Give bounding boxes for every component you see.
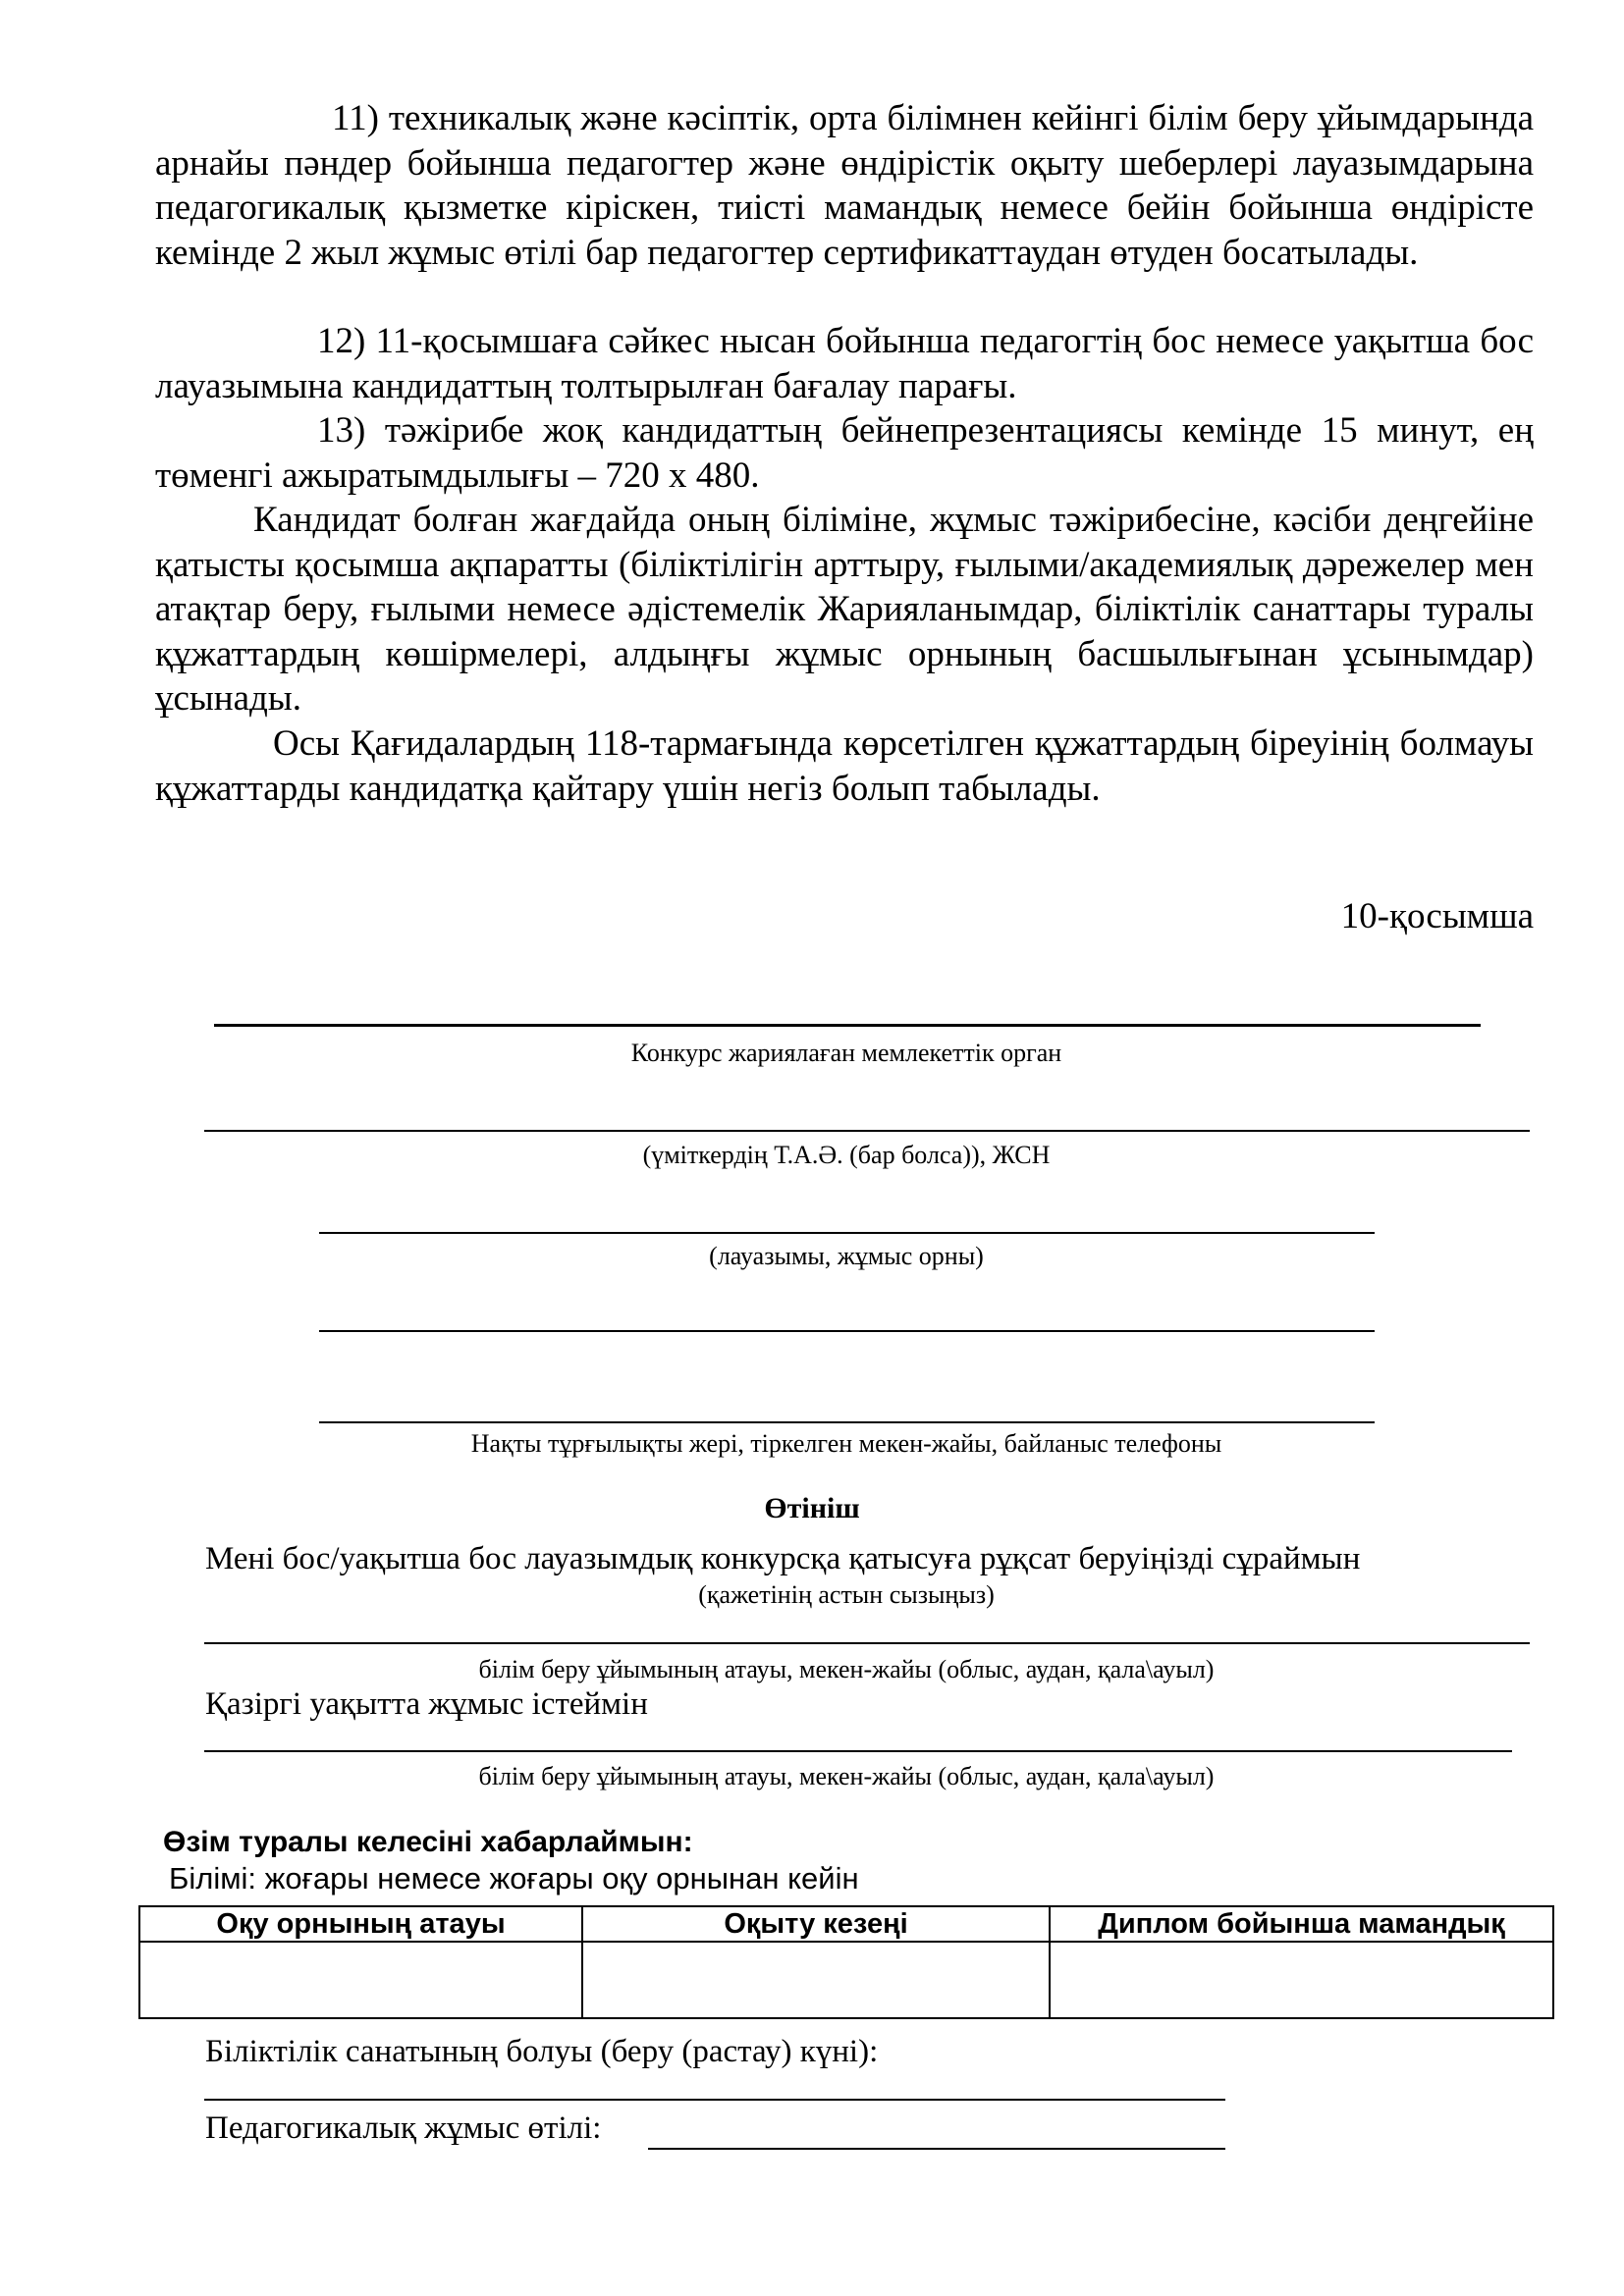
caption-position: (лауазымы, жұмыс орны) [709,1242,984,1270]
caption-address: Нақты тұрғылықты жері, тіркелген мекен-жайы, байланыс телефоны [470,1429,1222,1458]
organ-line [214,1024,1481,1027]
table-header-specialty: Диплом бойынша мамандық [1050,1906,1553,1942]
paragraph-additional-info: Кандидат болған жағдайда оның біліміне, жұмыс тәжірибесіне, кәсіби деңгейіне қатысты қосымша ақпаратты (біліктілігін арттыру, ғылыми/академиялық дәрежелер мен атақтар беру, ғылыми немесе әдістемелік Жарияланымдар, біліктілік санаттары туралы құжаттардың көшірмелері, алдыңғы жұмыс орнының басшылығынан ұсынымдар) ұсынады. [155,500,1534,719]
experience-value-line[interactable] [648,2148,1225,2150]
current-work-text: Қазіргі уақытта жұмыс істеймін [205,1686,648,1722]
request-text: Мені бос/уақытша бос лауазымдық конкурсқа қатысуға рұқсат беруіңізді сұраймын [205,1541,1361,1576]
experience-line: Педагогикалық жұмыс өтілі: [205,2110,602,2146]
paragraph-item-11: 11) техникалық және кәсіптік, орта білімнен кейінгі білім беру ұйымдарында арнайы пәндер бойынша педагогтер және өндірістік оқыту шеберлері лауазымдарына педагогикалық қызметке кірiскен, тиісті мамандық немесе бейін бойынша өндірісте кемінде 2 жыл жұмыс өтілі бар педагогтер сертификаттаудан өтуден босатылады. [155,98,1534,273]
table-header-institution: Оқу орнының атауы [139,1906,582,1942]
application-title: Өтініш [764,1492,860,1524]
qualification-date-line[interactable] [204,2099,1225,2101]
paragraph-item-12: 12) 11-қосымшаға сәйкес нысан бойынша педагогтің бос немесе уақытша бос лауазымына кандидаттың толтырылған бағалау парағы. [155,321,1534,406]
organization-line-2[interactable] [204,1750,1512,1752]
about-heading: Өзім туралы келесіні хабарлаймын: [163,1826,693,1858]
appendix-label: 10-қосымша [1340,896,1534,936]
table-cell-period[interactable] [582,1942,1050,2018]
table-cell-institution[interactable] [139,1942,582,2018]
position-line[interactable] [319,1232,1375,1234]
paragraph-missing-documents: Осы Қағидалардың 118-тармағында көрсетілген құжаттардың біреуінің болмауы құжаттарды кандидатқа қайтару үшін негіз болып табылады. [155,723,1534,809]
table-header-period: Оқыту кезеңі [582,1906,1050,1942]
organization-line-1[interactable] [204,1642,1530,1644]
caption-name: (үміткердің Т.А.Ә. (бар болса)), ЖСН [642,1141,1051,1169]
paragraph-item-13: 13) тәжірибе жоқ кандидаттың бейнепрезентациясы кемінде 15 минут, ең төменгі ажыратымдылығы – 720 x 480. [155,410,1534,496]
caption-organ: Конкурс жариялаған мемлекеттік орган [630,1039,1062,1067]
education-table [138,1905,1554,2019]
education-line: Білімі: жоғары немесе жоғары оқу орнынан кейін [169,1861,859,1896]
caption-organization-2: білім беру ұйымының атауы, мекен-жайы (облыс, аудан, қала\ауыл) [478,1762,1215,1790]
table-row [139,1942,1553,2018]
table-header-row [139,1906,1553,1942]
address-line-2[interactable] [319,1421,1375,1423]
underline-note: (қажетінің астын сызыңыз) [698,1580,995,1609]
address-line-1[interactable] [319,1330,1375,1332]
name-line[interactable] [204,1130,1530,1132]
table-cell-specialty[interactable] [1050,1942,1553,2018]
caption-organization-1: білім беру ұйымының атауы, мекен-жайы (облыс, аудан, қала\ауыл) [478,1655,1215,1683]
qualification-line: Біліктілік санатының болуы (беру (растау) күні): [205,2034,879,2069]
